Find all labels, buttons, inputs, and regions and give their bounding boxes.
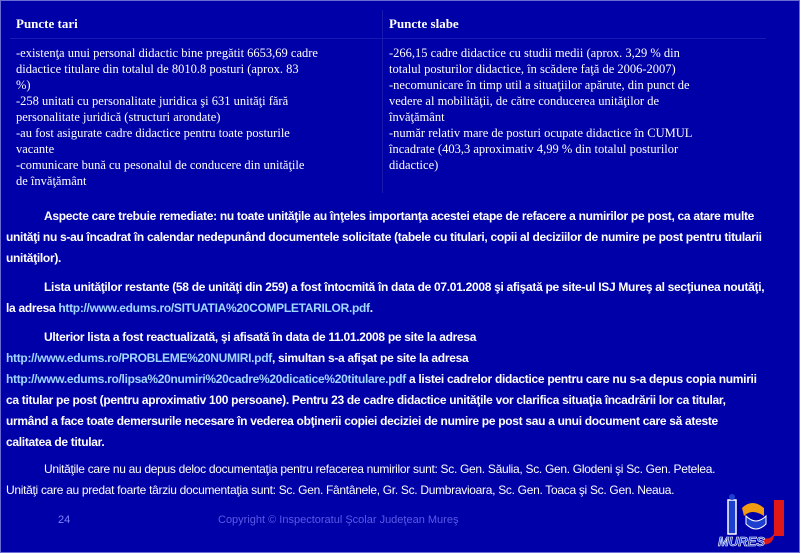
- weaknesses-cell: [383, 39, 767, 194]
- period: .: [369, 301, 373, 315]
- paragraph-update: [6, 327, 766, 453]
- swot-table: [10, 10, 766, 193]
- copyright-text: Copyright © Inspectoratul Şcolar Judeţean Mureş: [218, 514, 459, 526]
- strengths-header: Puncte tari: [10, 10, 383, 39]
- lipsa-numiri-link[interactable]: http://www.edums.ro/lipsa%20numiri%20cadre%20dicatice%20titulare.pdf: [6, 372, 406, 386]
- strength-line: de învăţământ: [16, 174, 87, 188]
- weakness-line: -266,15 cadre didactice cu studii medii (aprox. 3,29 % din: [389, 46, 680, 60]
- strength-line: -258 unitati cu personalitate juridica şi 631 unităţi fără: [16, 94, 289, 108]
- paragraph-units: [6, 459, 766, 501]
- strength-line: vacante: [16, 142, 55, 156]
- strength-line: -comunicare bună cu pesonalul de conducere din unităţile: [16, 158, 305, 172]
- update-text: Ulterior lista a fost reactualizată, şi afisată în data de 11.01.2008 pe site la adresa: [44, 330, 477, 344]
- strength-line: personalitate juridică (structuri arondate): [16, 110, 221, 124]
- units-late-text: Unităţi care au predat foarte târziu documentaţia sunt: Sc. Gen. Fântânele, Gr. Sc. Dumbravioara, Sc. Gen. Toaca şi Sc. Gen. Neaua.: [6, 483, 675, 497]
- weakness-line: învăţământ: [389, 110, 445, 124]
- strength-line: didactice titulare din totalul de 8010.8 posturi (aprox. 83: [16, 62, 299, 76]
- units-missing-text: Unităţile care nu au depus deloc documentaţia pentru refacerea numirilor sunt: Sc. Gen. Săulia, Sc. Gen. Glodeni şi Sc. Gen. Petelea.: [44, 462, 716, 476]
- outstanding-text: Lista unităţilor restante (58 de unităţi din 259) a fost întocmită în data de 07.01.2008 şi afişată pe site-ul ISJ Mureş al secţiunea noutăţi, la adresa: [6, 280, 765, 315]
- strengths-cell: [10, 39, 383, 194]
- update-text-3: a listei cadrelor didactice pentru care nu s-a depus copia numirii ca titular pe post (pentru aproximativ 100 persoane). Pentru 23 de cadre didactice unităţile vor clarifica situaţia încadrării lor ca titular, urmând a face toate demersurile necesare în vederea obţinerii copiei deciziei de numire pe post sau a unui document care să ateste calitatea de titular.: [6, 372, 757, 449]
- situatia-completarilor-link[interactable]: http://www.edums.ro/SITUATIA%20COMPLETARILOR.pdf: [58, 301, 370, 315]
- strength-line: -existenţa unui personal didactic bine pregătit 6653,69 cadre: [16, 46, 318, 60]
- weakness-line: -număr relativ mare de posturi ocupate didactice în CUMUL: [389, 126, 693, 140]
- weaknesses-header: Puncte slabe: [383, 10, 767, 39]
- probleme-numiri-link[interactable]: http://www.edums.ro/PROBLEME%20NUMIRI.pdf: [6, 351, 272, 365]
- weakness-line: vedere al mobilităţii, de către conducerea unităţilor de: [389, 94, 660, 108]
- paragraph-outstanding-list: [6, 277, 766, 319]
- remediation-text: Aspecte care trebuie remediate: nu toate unităţile au înţeles importanţa acestei etape de refacere a numirilor pe post, ca atare multe unităţi nu s-au încadrat în calendar nedepunând documentele solicitate (tabele cu titulari, copii al deciziilor de numire pe post pentru titularii unităţilor).: [6, 209, 762, 265]
- page-number: 24: [58, 514, 71, 526]
- paragraph-remediation: [6, 206, 766, 269]
- strength-line: -au fost asigurate cadre didactice pentru toate posturile: [16, 126, 290, 140]
- weakness-line: didactice): [389, 158, 439, 172]
- strength-line: %): [16, 78, 31, 92]
- slide-body: [6, 206, 766, 509]
- weakness-line: încadrate (403,3 aproximativ 4,99 % din totalul posturilor: [389, 142, 679, 156]
- weakness-line: -necomunicare în timp util a situaţiilor apărute, din punct de: [389, 78, 690, 92]
- logo-wordmark: MURES: [718, 534, 765, 549]
- isj-mures-logo: [712, 494, 796, 550]
- update-text-2: , simultan s-a afişat pe site la adresa: [271, 351, 469, 365]
- weakness-line: totalul posturilor didactice, în scădere faţă de 2006-2007): [389, 62, 676, 76]
